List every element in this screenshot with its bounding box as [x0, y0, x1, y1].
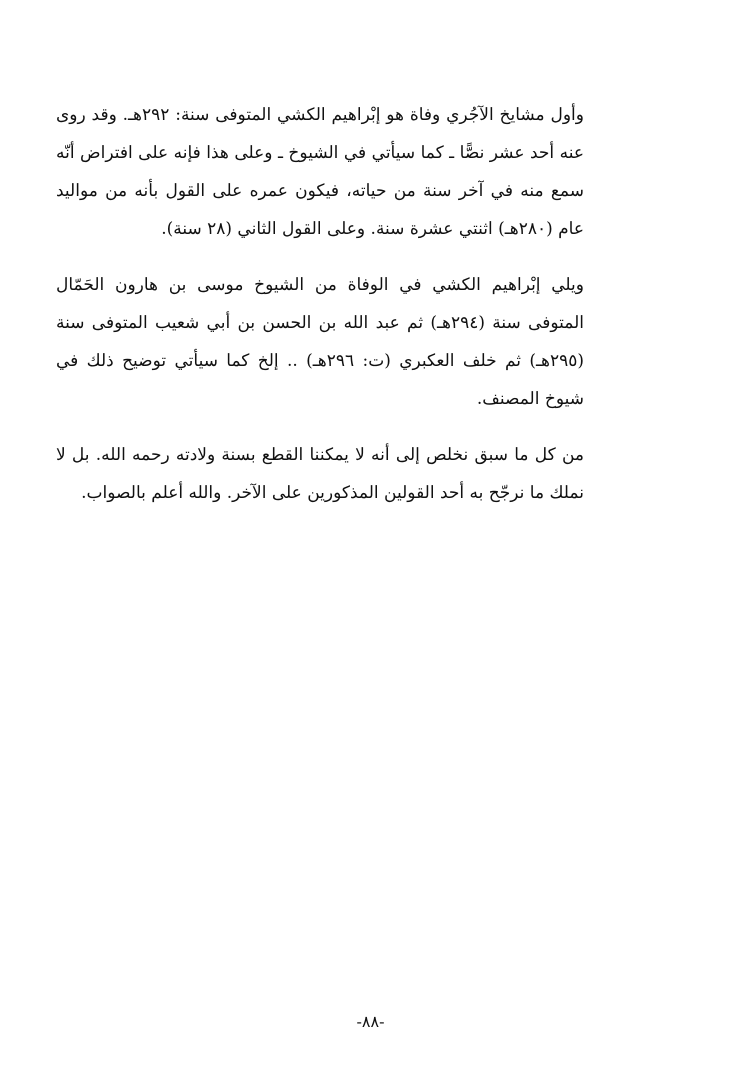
- page-number: -٨٨-: [356, 1012, 385, 1031]
- paragraph-text: من كل ما سبق نخلص إلى أنه لا يمكننا القطع بسنة ولادته رحمه الله. بل لا نملك ما نرجّح به أحد القولين المذكورين على الآخر. والله أعلم بالصواب.: [56, 445, 584, 503]
- paragraph-text: ويلي إبْراهيم الكشي في الوفاة من الشيوخ موسى بن هارون الحَمّال المتوفى سنة (٢٩٤هـ) ثم عبد الله بن الحسن بن أبي شعيب المتوفى سنة (٢٩٥هـ) ثم خلف العكبري (ت: ٢٩٦هـ) .. إلخ كما سيأتي توضيح ذلك في شيوخ المصنف.: [56, 275, 584, 409]
- paragraph-2: [56, 266, 584, 418]
- paragraph-1: [56, 96, 584, 248]
- paragraph-text: وأول مشايخ الآجُري وفاة هو إبْراهيم الكشي المتوفى سنة: ٢٩٢هـ. وقد روى عنه أحد عشر نصًّا ـ كما سيأتي في الشيوخ ـ وعلى هذا فإنه على افتراض أنّه سمع منه في آخر سنة من حياته، فيكون عمره على القول بأنه من مواليد عام (٢٨٠هـ) اثنتي عشرة سنة. وعلى القول الثاني (٢٨ سنة).: [56, 105, 584, 239]
- paragraph-3: [56, 436, 584, 512]
